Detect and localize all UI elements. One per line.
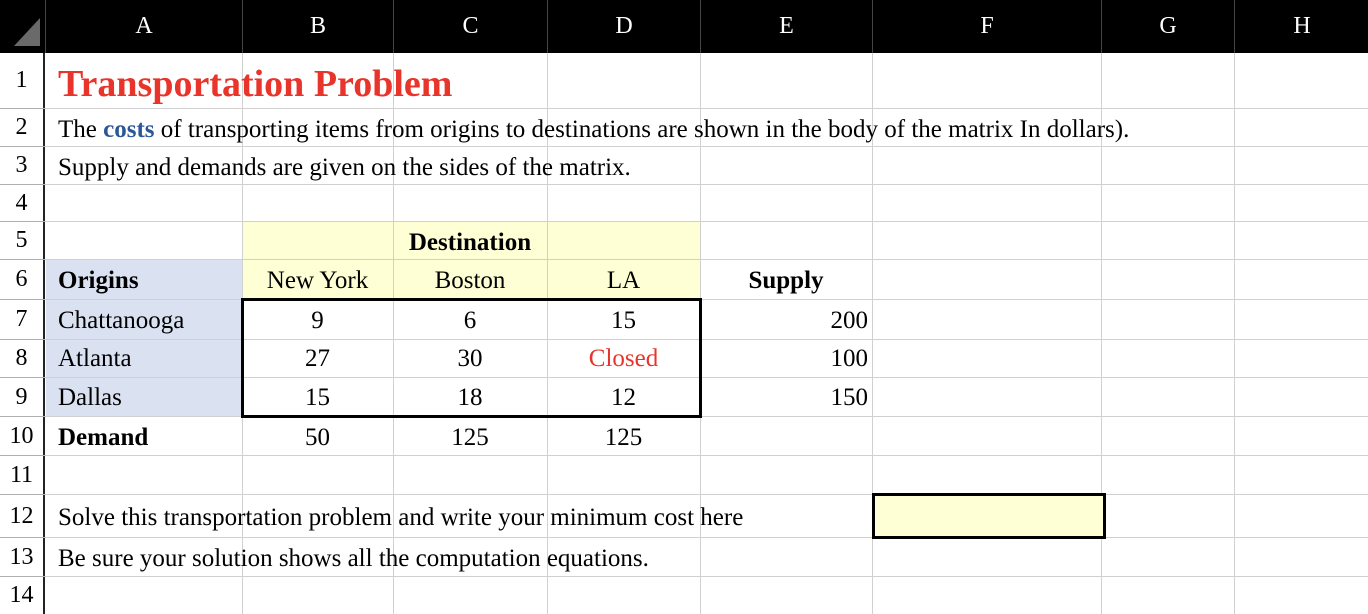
supply-value[interactable]: 150 [830,383,868,411]
select-all-corner[interactable] [0,0,45,53]
demand-value[interactable]: 125 [604,424,643,451]
line2-post: of transporting items from origins to destinations are shown in the body of the matrix In dollars). [154,115,1130,143]
cost-matrix-border [241,298,702,418]
destination-new-york[interactable]: New York [266,267,369,294]
column-header-b[interactable]: B [242,0,393,53]
destination-boston[interactable]: Boston [434,267,506,294]
column-header-g[interactable]: G [1101,0,1234,53]
cost-cell[interactable]: 6 [463,307,477,334]
supply-value[interactable]: 100 [830,345,868,372]
demand-value[interactable]: 50 [305,424,330,451]
row-header-2[interactable]: 2 [0,109,45,146]
instruction-line-13[interactable]: Be sure your solution shows all the computation equations. [58,545,649,572]
destination-la[interactable]: LA [606,267,641,294]
origin-dallas[interactable]: Dallas [58,383,122,411]
minimum-cost-answer-cell[interactable] [872,493,1106,539]
demand-value[interactable]: 125 [451,424,489,451]
row-header-9[interactable]: 9 [0,378,45,416]
row-header-11[interactable]: 11 [0,456,45,494]
closed-route-cell[interactable]: Closed [588,345,659,372]
column-header-f[interactable]: F [872,0,1101,53]
column-header-d[interactable]: D [547,0,700,53]
row-header-8[interactable]: 8 [0,340,45,377]
cost-cell[interactable]: 12 [611,383,636,411]
cost-cell[interactable]: 27 [305,345,330,372]
origin-chattanooga[interactable]: Chattanooga [58,307,185,334]
row-header-4[interactable]: 4 [0,185,45,221]
row-header-13[interactable]: 13 [0,538,45,576]
costs-word: costs [103,115,155,143]
cost-cell[interactable]: 18 [457,383,483,411]
row-header-10[interactable]: 10 [0,417,45,455]
supply-value[interactable]: 200 [830,307,868,334]
column-header-a[interactable]: A [45,0,242,53]
sheet-title[interactable]: Transportation Problem [58,63,453,105]
origin-atlanta[interactable]: Atlanta [58,345,132,372]
row-header-5[interactable]: 5 [0,222,45,259]
cost-cell[interactable]: 30 [457,345,483,372]
row-header-6[interactable]: 6 [0,260,45,299]
row-header-7[interactable]: 7 [0,300,45,339]
row-header-12[interactable]: 12 [0,495,45,537]
row-header-1[interactable]: 1 [0,53,45,108]
cost-cell[interactable]: 15 [305,383,330,411]
description-line-3[interactable]: Supply and demands are given on the sides of the matrix. [58,153,631,181]
description-line-2[interactable] [58,112,1129,146]
row-header-3[interactable]: 3 [0,147,45,184]
line2-pre: The [58,115,104,143]
supply-label[interactable]: Supply [748,267,824,294]
destination-label[interactable]: Destination [408,228,532,256]
column-header-h[interactable]: H [1234,0,1368,53]
demand-label[interactable]: Demand [58,424,149,451]
row-header-14[interactable]: 14 [0,577,45,614]
cost-cell[interactable]: 15 [611,307,636,334]
column-header-e[interactable]: E [700,0,872,53]
origins-label[interactable]: Origins [58,267,139,294]
cost-cell[interactable]: 9 [311,307,324,334]
column-header-c[interactable]: C [393,0,547,53]
instruction-line-12[interactable]: Solve this transportation problem and write your minimum cost here [58,504,744,531]
